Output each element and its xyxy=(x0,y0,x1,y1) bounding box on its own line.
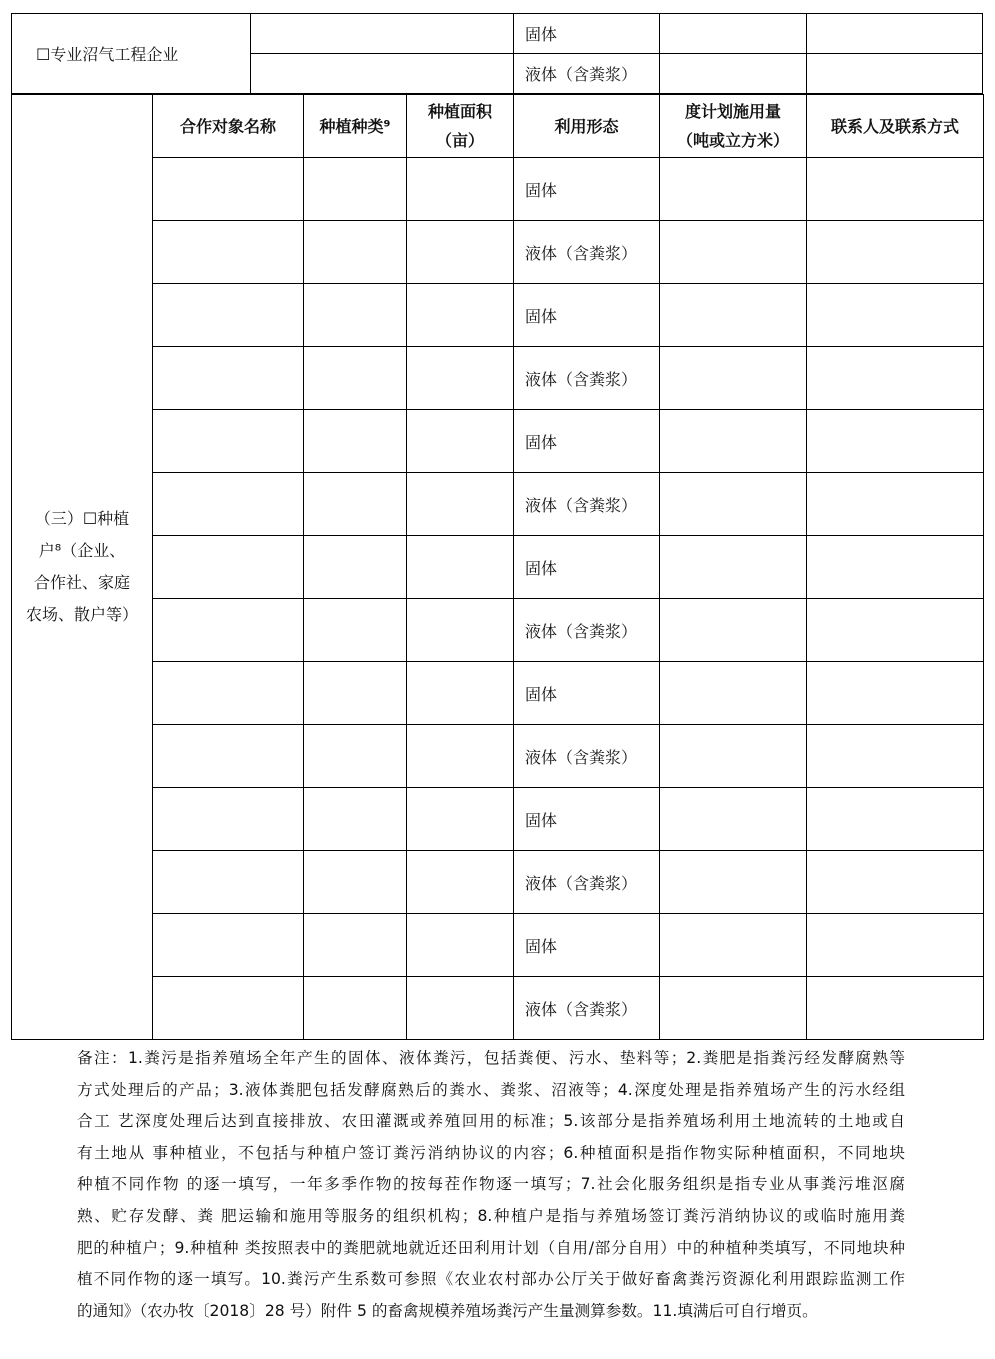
amount-cell[interactable] xyxy=(660,221,807,284)
name-cell[interactable] xyxy=(153,158,304,221)
header-area xyxy=(407,95,514,158)
form-cell: 固体 xyxy=(514,14,660,54)
table-row xyxy=(12,158,984,221)
biogas-enterprise-checkbox-label[interactable]: ☐专业沼气工程企业 xyxy=(12,14,251,94)
table-row xyxy=(12,473,984,536)
header-amount xyxy=(660,95,807,158)
header-area-line: 种植面积 xyxy=(427,102,492,121)
area-cell[interactable] xyxy=(407,473,514,536)
form-cell: 固体 xyxy=(514,410,660,473)
contact-cell[interactable] xyxy=(807,725,984,788)
table-row xyxy=(12,725,984,788)
form-cell: 固体 xyxy=(514,914,660,977)
contact-cell[interactable] xyxy=(807,536,984,599)
name-cell[interactable] xyxy=(153,977,304,1040)
name-cell[interactable] xyxy=(153,599,304,662)
form-cell: 固体 xyxy=(514,662,660,725)
name-cell[interactable] xyxy=(153,473,304,536)
crop-type-cell[interactable] xyxy=(304,347,407,410)
crop-type-cell[interactable] xyxy=(304,536,407,599)
table-row xyxy=(12,788,984,851)
area-cell[interactable] xyxy=(407,977,514,1040)
table-row xyxy=(12,284,984,347)
form-cell: 液体（含粪浆） xyxy=(514,221,660,284)
contact-cell[interactable] xyxy=(807,473,984,536)
header-area-unit: （亩） xyxy=(435,131,484,150)
note-line: 熟、贮存发酵、粪 肥运输和施用等服务的组织机构；8.种植户是指与养殖场签订粪污消纳协议的或临时施用粪 xyxy=(77,1206,905,1225)
area-cell[interactable] xyxy=(407,599,514,662)
name-cell[interactable] xyxy=(153,284,304,347)
form-cell: 液体（含粪浆） xyxy=(514,347,660,410)
label-line: 户⁸（企业、 xyxy=(38,541,126,560)
header-amount-unit: （吨或立方米） xyxy=(676,131,789,150)
contact-cell[interactable] xyxy=(807,347,984,410)
biogas-enterprise-table xyxy=(11,13,983,94)
area-cell[interactable] xyxy=(407,788,514,851)
form-cell: 液体（含粪浆） xyxy=(514,473,660,536)
crop-type-cell[interactable] xyxy=(304,473,407,536)
contact-cell[interactable] xyxy=(807,284,984,347)
note-line: 的通知》（农办牧〔2018〕28 号）附件 5 的畜禽规模养殖场粪污产生量测算参数。11.填满后可自行增页。 xyxy=(77,1301,818,1320)
name-cell[interactable] xyxy=(153,410,304,473)
note-line: 有土地从 事种植业，不包括与种植户签订粪污消纳协议的内容；6.种植面积是指作物实际种植面积，不同地块 xyxy=(77,1143,905,1162)
crop-type-cell[interactable] xyxy=(304,725,407,788)
contact-cell[interactable] xyxy=(807,977,984,1040)
area-cell[interactable] xyxy=(407,158,514,221)
contact-cell[interactable] xyxy=(807,788,984,851)
form-cell: 液体（含粪浆） xyxy=(514,599,660,662)
contact-cell[interactable] xyxy=(807,158,984,221)
contact-cell[interactable] xyxy=(807,410,984,473)
amount-cell[interactable] xyxy=(660,725,807,788)
amount-cell[interactable] xyxy=(660,788,807,851)
amount-cell[interactable] xyxy=(660,914,807,977)
amount-cell[interactable] xyxy=(660,662,807,725)
area-cell[interactable] xyxy=(407,410,514,473)
label-line: （三）☐种植 xyxy=(34,509,130,528)
crop-type-cell[interactable] xyxy=(304,788,407,851)
contact-cell[interactable] xyxy=(807,54,983,94)
area-cell[interactable] xyxy=(407,221,514,284)
label-line: 合作社、家庭 xyxy=(33,573,130,592)
notes xyxy=(77,1043,905,1327)
amount-cell[interactable] xyxy=(660,599,807,662)
header-crop-type: 种植种类⁹ xyxy=(304,95,407,158)
form-cell: 液体（含粪浆） xyxy=(514,54,660,94)
crop-type-cell[interactable] xyxy=(304,284,407,347)
contact-cell[interactable] xyxy=(807,14,983,54)
table-row xyxy=(12,977,984,1040)
contact-cell[interactable] xyxy=(807,599,984,662)
crop-type-cell[interactable] xyxy=(304,221,407,284)
crop-type-cell[interactable] xyxy=(304,158,407,221)
form-cell: 液体（含粪浆） xyxy=(514,977,660,1040)
form-cell: 固体 xyxy=(514,788,660,851)
amount-cell[interactable] xyxy=(660,410,807,473)
area-cell[interactable] xyxy=(407,536,514,599)
name-cell[interactable] xyxy=(153,536,304,599)
amount-cell[interactable] xyxy=(660,347,807,410)
amount-cell[interactable] xyxy=(660,536,807,599)
contact-cell[interactable] xyxy=(807,221,984,284)
note-line: 合工 艺深度处理后达到直接排放、农田灌溉或养殖回用的标准；5.该部分是指养殖场利用土地流转的土地或自 xyxy=(77,1112,905,1131)
note-line: 肥的种植户；9.种植种 类按照表中的粪肥就地就近还田利用计划（自用/部分自用）中的种植种类填写，不同地块种 xyxy=(77,1238,905,1257)
name-cell[interactable] xyxy=(153,662,304,725)
planting-households-table xyxy=(11,94,984,1040)
amount-cell[interactable] xyxy=(660,977,807,1040)
amount-cell[interactable] xyxy=(660,284,807,347)
name-cell[interactable] xyxy=(153,725,304,788)
crop-type-cell[interactable] xyxy=(304,599,407,662)
amount-cell[interactable] xyxy=(660,14,807,54)
form-cell: 液体（含粪浆） xyxy=(514,725,660,788)
name-cell[interactable] xyxy=(153,788,304,851)
label-line: 农场、散户等） xyxy=(25,605,138,624)
name-cell[interactable] xyxy=(153,914,304,977)
amount-cell[interactable] xyxy=(660,158,807,221)
area-cell[interactable] xyxy=(407,347,514,410)
form-cell: 固体 xyxy=(514,284,660,347)
name-cell[interactable] xyxy=(153,347,304,410)
crop-type-cell[interactable] xyxy=(304,851,407,914)
table-row xyxy=(12,914,984,977)
header-amount-line: 度计划施用量 xyxy=(684,102,781,121)
header-name: 合作对象名称 xyxy=(153,95,304,158)
contact-cell[interactable] xyxy=(807,914,984,977)
table-row xyxy=(12,662,984,725)
note-line: 方式处理后的产品；3.液体粪肥包括发酵腐熟后的粪水、粪浆、沼液等；4.深度处理是指养殖场产生的污水经组 xyxy=(77,1080,905,1099)
contact-cell[interactable] xyxy=(807,662,984,725)
note-line: 备注：1.粪污是指养殖场全年产生的固体、液体粪污，包括粪便、污水、垫料等；2.粪肥是指粪污经发酵腐熟等 xyxy=(77,1049,905,1067)
amount-cell[interactable] xyxy=(660,54,807,94)
name-cell[interactable] xyxy=(153,221,304,284)
form-cell: 固体 xyxy=(514,536,660,599)
table-row xyxy=(12,851,984,914)
amount-cell[interactable] xyxy=(660,851,807,914)
contact-cell[interactable] xyxy=(807,851,984,914)
header-contact: 联系人及联系方式 xyxy=(807,95,984,158)
area-cell[interactable] xyxy=(407,284,514,347)
table-row xyxy=(12,536,984,599)
crop-type-cell[interactable] xyxy=(304,914,407,977)
area-cell[interactable] xyxy=(407,851,514,914)
crop-type-cell[interactable] xyxy=(304,662,407,725)
table-row xyxy=(12,599,984,662)
area-cell[interactable] xyxy=(407,914,514,977)
note-line: 种植不同作物 的逐一填写，一年多季作物的按每茬作物逐一填写；7.社会化服务组织是指专业从事粪污堆沤腐 xyxy=(77,1175,905,1194)
form-cell: 固体 xyxy=(514,158,660,221)
name-cell[interactable] xyxy=(251,14,514,54)
note-line: 植不同作物的逐一填写。10.粪污产生系数可参照《农业农村部办公厅关于做好畜禽粪污资源化利用跟踪监测工作 xyxy=(77,1270,905,1289)
form-cell: 液体（含粪浆） xyxy=(514,851,660,914)
header-form: 利用形态 xyxy=(514,95,660,158)
name-cell[interactable] xyxy=(251,54,514,94)
area-cell[interactable] xyxy=(407,662,514,725)
planting-household-label[interactable] xyxy=(12,95,153,1040)
table-row xyxy=(12,221,984,284)
crop-type-cell[interactable] xyxy=(304,977,407,1040)
crop-type-cell[interactable] xyxy=(304,410,407,473)
amount-cell[interactable] xyxy=(660,473,807,536)
table-row xyxy=(12,410,984,473)
table-row xyxy=(12,347,984,410)
area-cell[interactable] xyxy=(407,725,514,788)
name-cell[interactable] xyxy=(153,851,304,914)
